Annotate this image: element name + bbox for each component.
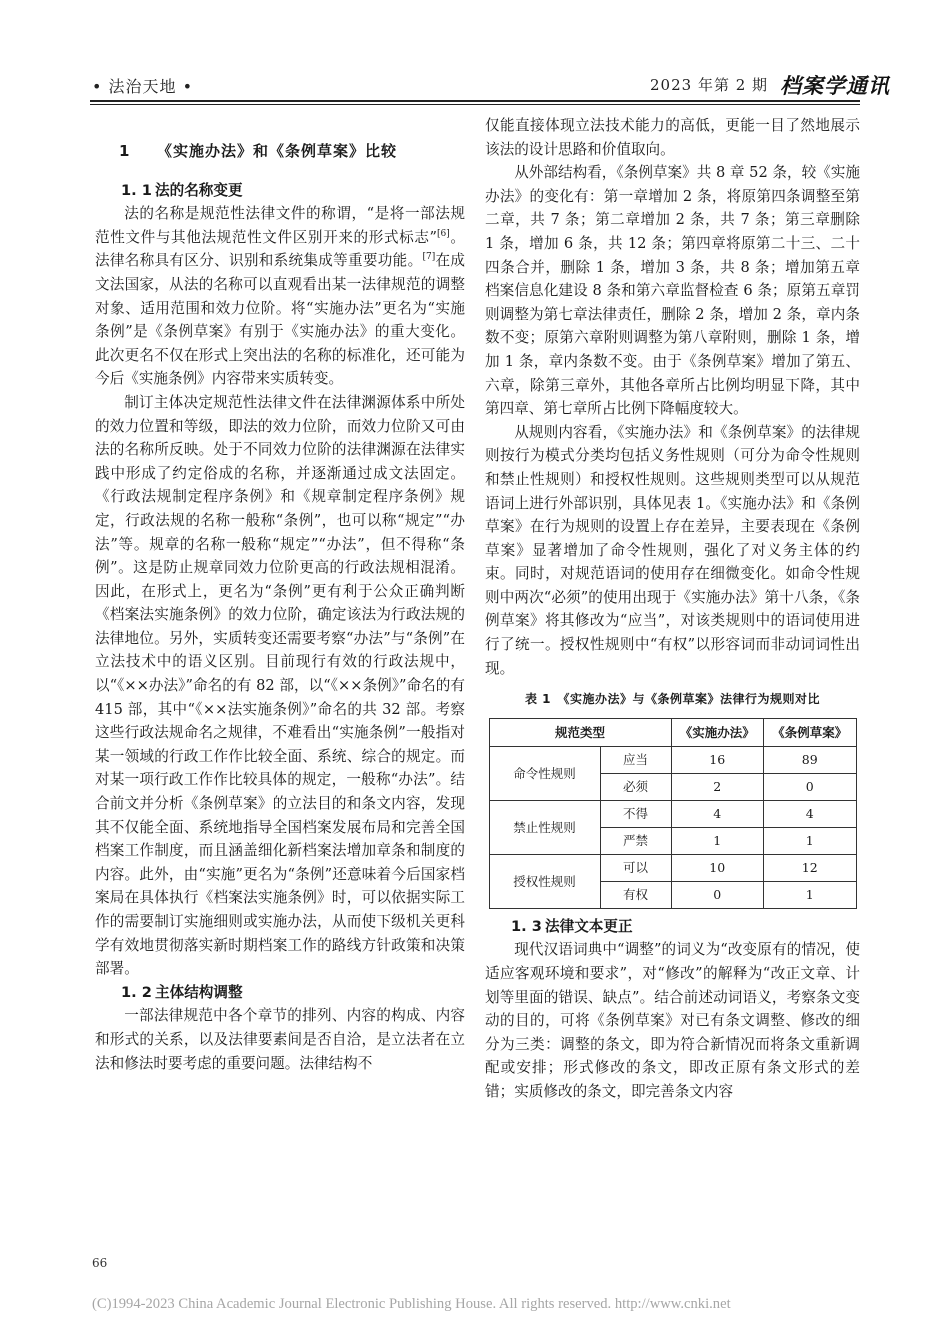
left-column — [95, 114, 465, 1075]
paragraph: 现代汉语词典中“调整”的词义为“改变原有的情况，使适应客观环境和要求”，对“修改”的解释为“改正文章、计划等里面的错误、缺点”。结合前述动词语义，考察条文变动的目的，可将《条例草案》对已有条文调整、修改的细分为三类：调整的条文，即为符合新情况而将条文重新调配或安排；形式修改的条文，即改正原有条文形式的差错；实质修改的条文，即完善条文内容 — [485, 941, 860, 1100]
journal-logo: 档案学通讯 — [780, 73, 890, 98]
rule-word-cell: 严禁 — [600, 827, 671, 854]
page-number: 66 — [92, 1256, 108, 1270]
table-row — [489, 800, 856, 827]
citation-ref[interactable]: [7] — [422, 252, 436, 263]
table-row — [489, 854, 856, 881]
text: 在成文法国家，从法的名称可以直观看出某一法律规范的调整对象、适用范围和效力位阶。将“实施办法”更名为“实施条例”是《条例草案》有别于《实施办法》的重大变化。此次更名不仅在形式上突出法的名称的标准化，还可能为今后《实施条例》内容带来实质转变。 — [95, 252, 465, 388]
subsection-heading-1-3 — [485, 915, 860, 939]
subsection-title: 主体结构调整 — [155, 983, 243, 1001]
subsection-number: 1. 3 — [511, 917, 542, 935]
rules-comparison-table — [489, 718, 857, 909]
rule-word-cell: 必须 — [600, 773, 671, 800]
table-caption: 表 1 《实施办法》与《条例草案》法律行为规则对比 — [524, 692, 821, 707]
paragraph: 制订主体决定规范性法律文件在法律渊源体系中所处的效力位置和等级，即法的效力位阶，而效力位阶又可由法的名称所反映。处于不同效力位阶的法律渊源在法律实践中形成了约定俗成的名称，并逐渐通过成文法固定。《行政法规制定程序条例》和《规章制定程序条例》规定，行政法规的名称一般称“条例”，也可以称“规定”“办法”等。规章的名称一般称“规定”“办法”，但不得称“条例”。这是防止规章同效力位阶更高的行政法规相混淆。因此，在形式上，更名为“条例”更有利于公众正确判断《档案法实施条例》的效力位阶，确定该法为行政法规的法律地位。另外，实质转变还需要考察“办法”与“条例”在立法技术中的语义区别。目前现行有效的行政法规中，以“《××办法》”命名的有 82 部，以“《××条例》”命名的有 415 部，其中“《××法实施条例》”命名的共 32 部。考察这些行政法规命名之规律，不难看出“实施条例”一般指对某一领域的行政工作作比较全面、系统、综合的规定。而对某一项行政工作作比较具体的规定，一般称“办法”。结合前文并分析《条例草案》的立法目的和条文内容，发现其不仅能全面、系统地指导全国档案发展布局和完善全国档案工作制度，而且涵盖细化新档案法增加章条和制度的内容。此外，由“实施”更名为“条例”还意味着今后国家档案局在具体执行《档案法实施条例》时，可以依据实际工作的需要制订实施细则或实施办法，从而使下级机关更科学有效地贯彻落实新时期档案工作的路线方针政策和决策部署。 — [95, 393, 465, 978]
rule-word-cell: 不得 — [600, 800, 671, 827]
table-header: 《实施办法》 — [671, 718, 764, 746]
value-cell: 4 — [671, 800, 764, 827]
paragraph-continued: 仅能直接体现立法技术能力的高低，更能一目了然地展示该法的设计思路和价值取向。 — [485, 117, 860, 158]
header-rule-thin — [90, 104, 860, 105]
table-header: 规范类型 — [489, 718, 671, 746]
value-cell: 16 — [671, 746, 764, 773]
value-cell: 4 — [764, 800, 857, 827]
rule-type-cell: 授权性规则 — [489, 854, 600, 908]
rule-type-cell: 命令性规则 — [489, 746, 600, 800]
paragraph: 从外部结构看，《条例草案》共 8 章 52 条，较《实施办法》的变化有：第一章增加 2 条，将原第四条调整至第二章，共 7 条；第二章增加 2 条，共 7 条；第三章删除 1 条，增加 6 条，共 12 条；第四章将原第二十三、二十四条合并，删除 1 条，增加 3 条，共 8 条；增加第五章档案信息化建设 8 条和第六章监督检查 6 条；原第五章罚则调整为第七章法律责任，删除 2 条，增加 2 条，章内条数不变；原第六章附则调整为第八章附则，删除 1 条，增加 1 条，章内条数不变。由于《条例草案》增加了第五、六章，除第三章外，其他各章所占比例均明显下降，其中第四章、第七章所占比例下降幅度较大。 — [485, 164, 860, 418]
value-cell: 2 — [671, 773, 764, 800]
subsection-heading-1-2 — [95, 981, 465, 1005]
citation-ref[interactable]: [6] — [437, 228, 450, 239]
paragraph — [95, 202, 465, 391]
subsection-number: 1. 1 — [121, 181, 152, 199]
header-rule — [90, 100, 860, 102]
table-header: 《条例草案》 — [764, 718, 857, 746]
value-cell: 10 — [671, 854, 764, 881]
column-section-label: • 法治天地 • — [92, 77, 194, 96]
subsection-title: 法的名称变更 — [155, 181, 243, 199]
right-column — [485, 114, 860, 1104]
copyright-watermark: (C)1994-2023 China Academic Journal Electronic Publishing House. All rights reserved. http://www.cnki.net — [92, 1296, 731, 1312]
rule-type-cell: 禁止性规则 — [489, 800, 600, 854]
text: 法的名称是规范性法律文件的称谓，“是将一部法规范性文件与其他法规范性文件区别开来的形式标志” — [95, 205, 465, 246]
section-heading — [95, 140, 465, 164]
value-cell: 1 — [764, 827, 857, 854]
table-header-row — [489, 718, 856, 746]
subsection-number: 1. 2 — [121, 983, 152, 1001]
table-row — [489, 746, 856, 773]
value-cell: 89 — [764, 746, 857, 773]
section-title: 《实施办法》和《条例草案》比较 — [157, 142, 398, 160]
subsection-heading-1-1 — [95, 179, 465, 203]
rule-word-cell: 有权 — [600, 881, 671, 908]
value-cell: 1 — [764, 881, 857, 908]
value-cell: 12 — [764, 854, 857, 881]
issue-label: 2023 年第 2 期 — [650, 76, 769, 94]
section-number: 1 — [119, 142, 131, 160]
subsection-title: 法律文本更正 — [545, 917, 633, 935]
text: 。法律名称具有区分、识别和系统集成等重要功能。 — [95, 228, 465, 270]
value-cell: 1 — [671, 827, 764, 854]
value-cell: 0 — [671, 881, 764, 908]
paragraph: 从规则内容看，《实施办法》和《条例草案》的法律规则按行为模式分类均包括义务性规则（可分为命令性规则和禁止性规则）和授权性规则。这些规则类型可以从规范语词上进行外部识别，具体见表 1。《实施办法》和《条例草案》在行为规则的设置上存在差异，主要表现在《条例草案》显著增加了命令性规则，强化了对义务主体的约束。同时，对规范语词的使用存在细微变化。如命令性规则中两次“必须”的使用出现于《实施办法》第十八条，《条例草案》将其修改为“应当”，对该类规则中的语词使用进行了统一。授权性规则中“有权”以形容词而非动词词性出现。 — [485, 423, 860, 677]
rule-word-cell: 可以 — [600, 854, 671, 881]
paragraph: 一部法律规范中各个章节的排列、内容的构成、内容和形式的关系，以及法律要素间是否自洽，是立法者在立法和修法时要考虑的重要问题。法律结构不 — [95, 1007, 465, 1072]
rule-word-cell: 应当 — [600, 746, 671, 773]
value-cell: 0 — [764, 773, 857, 800]
